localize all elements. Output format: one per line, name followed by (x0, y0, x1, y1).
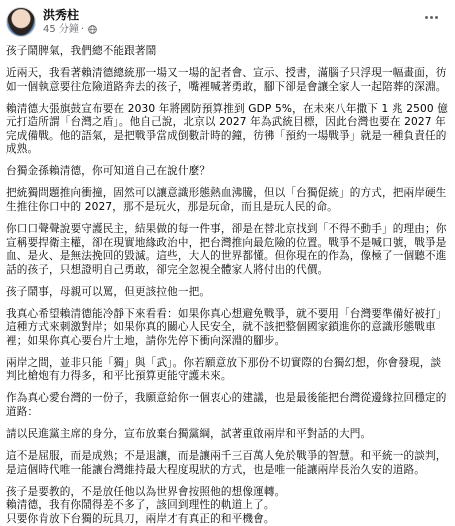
meta-separator: · (80, 24, 85, 35)
post-paragraph: 賴清德大張旗鼓宣布要在 2030 年將國防預算推到 GDP 5%，在未來八年撒下 1 兆 2500 億元打造所謂「台灣之盾」。他自己說，北京以 2027 年為武統目標，因此台灣也要在 2027 年完成備戰。他的語氣，是把戰爭當成倒數計時的鐘，彷彿「預約一場戰爭」就是一種負責任的成熟。 (6, 102, 449, 156)
post-paragraph: 請以民進黨主席的身分，宣布放棄台獨黨綱，試著重啟兩岸和平對話的大門。 (6, 428, 372, 441)
post-subline (43, 23, 97, 36)
post-meta (43, 8, 97, 36)
post-paragraph: 近兩天，我看著賴清德總統那一場又一場的記者會、宣示、授書，滿腦子只浮現一幅畫面，彷如一個執意要往危險道路奔去的孩子，嘴裡喊著勇敢，腳下卻是會讓全家人一起陪葬的深淵。 (6, 67, 447, 93)
author-name[interactable]: 洪秀柱 (43, 8, 80, 22)
post-paragraph: 把統獨問題推向衝撞，固然可以讓意識形態熱血沸騰，但以「台獨促統」的方式，把兩岸硬生生推往你口中的 2027，那不是玩火，那是玩命，而且是玩人民的命。 (6, 187, 447, 213)
globe-icon (88, 25, 97, 34)
post-header (6, 6, 449, 38)
more-options-icon[interactable] (421, 10, 441, 24)
post-paragraph: 孩子鬧事，母親可以罵，但更該拉他一把。 (6, 285, 211, 298)
post-paragraph: 只要你肯放下台獨的玩具刀，兩岸才有真正的和平機會。 (6, 512, 275, 525)
post-time[interactable]: 45 分鐘 (43, 24, 79, 35)
post-paragraph: 這不是屈服，而是成熟；不是退讓，而是讓兩千三百萬人免於戰爭的智慧。和平統一的談判，是這個時代唯一能讓台灣維持最大程度現狀的方式，也是唯一能讓兩岸長治久安的道路。 (6, 450, 447, 476)
post-paragraph: 台獨金孫賴清德，你可知道自己在說什麼？ (6, 165, 211, 178)
post-paragraph: 你口口聲聲說要守護民主，結果做的每一件事，卻是在替北京找到「不得不動手」的理由；你宣稱要捍衛主權，卻在現實地緣政治中，把台灣推向最危險的位置。戰爭不是喊口號，戰爭是血、是火、是無法挽回的毀滅。這些，大人的世界都懂。但你現在的作為，像極了一個聽不進話的孩子，只想證明自己勇敢，卻完全忽視全體家人將付出的代價。 (6, 222, 447, 276)
post-paragraph: 賴清德，我有你鬧得差不多了，該回到理性的軌道上了。 (6, 499, 275, 512)
post-paragraph: 我真心希望賴清德能冷靜下來看看：如果你真心想避免戰爭，就不要用「台灣要準備好被打」這種方式來刺激對岸；如果你真的關心人民安全，就不該把整個國家鎖進你的意識形態戰車裡；如果你真心要台片土地，請你先停下衝向深淵的腳步。 (6, 307, 447, 347)
avatar[interactable] (6, 7, 36, 37)
post-paragraph: 兩岸之間，並非只能「獨」與「武」。你若願意放下那份不切實際的台獨幻想，你會發現，談判比槍炮有力得多，和平比預算更能守護未來。 (6, 356, 442, 383)
post-paragraph: 作為真心愛台灣的一份子，我願意給你一個衷心的建議，也是最後能把台灣從邊緣拉回穩定的道路： (6, 392, 447, 418)
post-paragraph: 孩子是要教的，不是放任他以為世界會按照他的想像運轉。 (6, 485, 286, 498)
post-paragraph: 孩子鬧脾氣，我們總不能跟著鬧 (6, 45, 157, 57)
post-body (6, 45, 449, 526)
